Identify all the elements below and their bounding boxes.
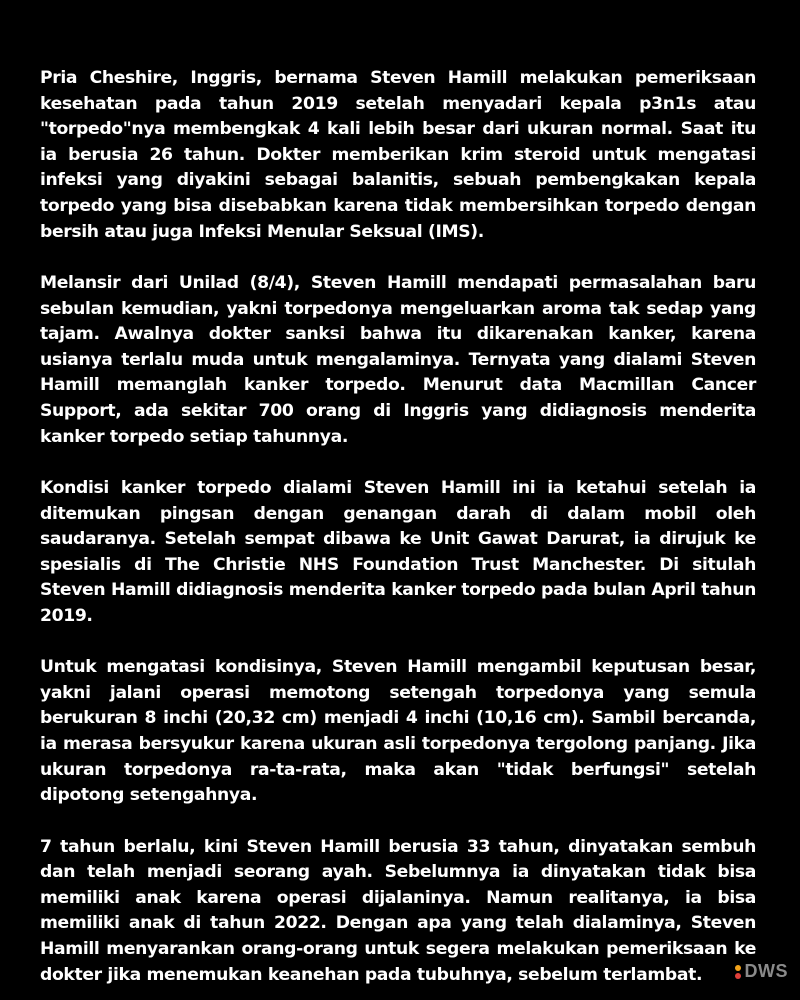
article-paragraph-2: Melansir dari Unilad (8/4), Steven Hamill mendapati permasalahan baru sebulan kemudian, yakni torpedonya mengeluarkan aroma tak sedap yang tajam. Awalnya dokter sanksi bahwa itu dikarenakan kanker, karena usianya terlalu muda untuk mengalaminya. Ternyata yang dialami Steven Hamill memanglah kanker torpedo. Menurut data Macmillan Cancer Support, ada sekitar 700 orang di Inggris yang didiagnosis menderita kanker torpedo setiap tahunnya.: [40, 272, 756, 447]
article-paragraph-5: 7 tahun berlalu, kini Steven Hamill berusia 33 tahun, dinyatakan sembuh dan telah menjadi seorang ayah. Sebelumnya ia dinyatakan tidak bisa memiliki anak karena operasi dijalaninya. Namun realitanya, ia bisa memiliki anak di tahun 2022. Dengan apa yang telah dialaminya, Steven Hamill menyarankan orang-orang untuk segera melakukan pemeriksaan ke dokter jika menemukan keanehan pada tubuhnya, sebelum terlambat.: [40, 836, 756, 985]
logo-text: DWS: [744, 961, 788, 981]
article-body: [40, 66, 756, 988]
article-paragraph-4: Untuk mengatasi kondisinya, Steven Hamill mengambil keputusan besar, yakni jalani operasi memotong setengah torpedonya yang semula berukuran 8 inchi (20,32 cm) menjadi 4 inchi (10,16 cm). Sambil bercanda, ia merasa bersyukur karena ukuran asli torpedonya tergolong panjang. Jika ukuran torpedonya ra-ta-rata, maka akan "tidak berfungsi" setelah dipotong setengahnya.: [40, 657, 756, 806]
logo-dots-icon: [735, 964, 743, 980]
article-paragraph-1: Pria Cheshire, Inggris, bernama Steven Hamill melakukan pemeriksaan kesehatan pada tahun 2019 setelah menyadari kepala p3n1s atau "torpedo"nya membengkak 4 kali lebih besar dari ukuran normal. Saat itu ia berusia 26 tahun. Dokter memberikan krim steroid untuk mengatasi infeksi yang diyakini sebagai balanitis, sebuah pembengkakan kepala torpedo yang bisa disebabkan karena tidak membersihkan torpedo dengan bersih atau juga Infeksi Menular Seksual (IMS).: [40, 68, 756, 242]
article-paragraph-3: Kondisi kanker torpedo dialami Steven Hamill ini ia ketahui setelah ia ditemukan pingsan dengan genangan darah di dalam mobil oleh saudaranya. Setelah sempat dibawa ke Unit Gawat Darurat, ia dirujuk ke spesialis di The Christie NHS Foundation Trust Manchester. Di situlah Steven Hamill didiagnosis menderita kanker torpedo pada bulan April tahun 2019.: [40, 477, 756, 626]
watermark-logo: [735, 961, 789, 982]
